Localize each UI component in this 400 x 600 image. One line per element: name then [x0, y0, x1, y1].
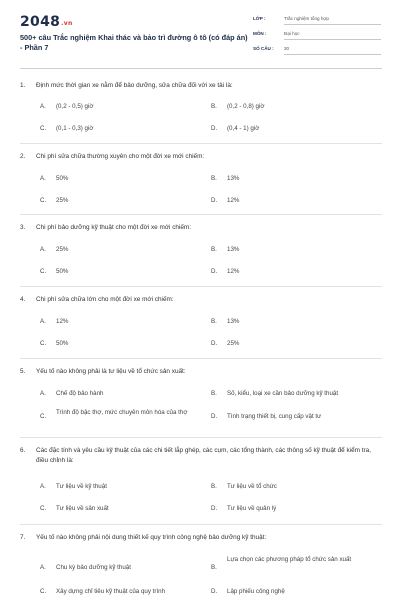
- answer-option[interactable]: [211, 197, 381, 205]
- question-divider: [20, 437, 382, 438]
- option-text: 13%: [227, 318, 240, 325]
- option-letter: A.: [40, 246, 46, 253]
- option-text: 25%: [56, 197, 69, 204]
- answer-option[interactable]: [211, 103, 381, 111]
- option-letter: A.: [40, 483, 46, 490]
- option-letter: D.: [211, 413, 218, 420]
- option-text: 50%: [56, 175, 69, 182]
- answer-option[interactable]: [211, 505, 381, 513]
- option-letter: C.: [40, 588, 47, 595]
- answer-option[interactable]: [40, 246, 190, 254]
- option-text: 12%: [56, 318, 69, 325]
- option-letter: B.: [211, 175, 217, 182]
- option-text: Tình trạng thiết bị, cung cấp vật tư: [227, 413, 322, 420]
- answer-option[interactable]: [211, 390, 381, 398]
- option-text: 12%: [227, 197, 240, 204]
- question-number: 6.: [20, 447, 26, 454]
- answer-option[interactable]: [211, 318, 381, 326]
- question-divider: [20, 214, 382, 215]
- option-letter: A.: [40, 103, 46, 110]
- option-letter: C.: [40, 125, 47, 132]
- option-text: Lập phiếu công nghệ: [227, 588, 285, 595]
- question: [20, 367, 382, 377]
- option-letter: D.: [211, 340, 218, 347]
- option-text: Số, kiểu, loại xe cần bảo dưỡng kỹ thuật: [227, 390, 339, 397]
- option-letter: C.: [40, 197, 47, 204]
- option-text: 50%: [56, 268, 69, 275]
- answer-option[interactable]: [40, 175, 190, 183]
- option-text: Trình độ bậc thợ, mức chuyên môn hóa của thợ: [56, 409, 188, 416]
- option-text: Tư liệu về quản lý: [227, 505, 277, 512]
- answer-option[interactable]: [40, 505, 190, 513]
- question-divider: [20, 358, 382, 359]
- answer-option[interactable]: [40, 340, 190, 348]
- question: [20, 152, 382, 162]
- meta-value: Đại học: [284, 31, 381, 40]
- option-text: (0,1 - 0,3) giờ: [56, 125, 94, 132]
- option-text: Chu kỳ bảo dưỡng kỹ thuật: [56, 564, 131, 571]
- option-letter: B.: [211, 390, 217, 397]
- option-text: 13%: [227, 175, 240, 182]
- question-divider: [20, 143, 382, 144]
- answer-option[interactable]: [40, 588, 210, 596]
- option-text: (0,2 - 0,5) giờ: [56, 103, 94, 110]
- option-letter: B.: [211, 483, 217, 490]
- question: [20, 533, 382, 543]
- meta-key: SỐ CÂU :: [253, 46, 274, 52]
- question-divider: [20, 286, 382, 287]
- answer-option[interactable]: [211, 125, 381, 133]
- question: [20, 446, 382, 466]
- answer-option[interactable]: [211, 268, 381, 276]
- option-letter: D.: [211, 197, 218, 204]
- logo-suffix: .vn: [61, 20, 73, 27]
- answer-option[interactable]: [40, 483, 190, 491]
- option-letter: C.: [40, 413, 47, 420]
- question-number: 4.: [20, 296, 26, 303]
- option-text: 25%: [56, 246, 69, 253]
- option-letter: A.: [40, 564, 46, 571]
- question-text: Định mức thời gian xe nằm để bảo dưỡng, sửa chữa đối với xe tải là:: [36, 82, 233, 89]
- option-text: Tư liệu về tổ chức: [227, 483, 277, 490]
- question-number: 2.: [20, 153, 26, 160]
- meta-key: MÔN :: [253, 31, 267, 37]
- answer-option[interactable]: [40, 125, 190, 133]
- option-letter: D.: [211, 588, 218, 595]
- answer-option[interactable]: [211, 246, 381, 254]
- option-letter: D.: [211, 268, 218, 275]
- question-number: 7.: [20, 534, 26, 541]
- logo-text: 2048: [20, 14, 61, 30]
- question-number: 1.: [20, 82, 26, 89]
- question-text: Chi phí sửa chữa lớn cho một đời xe mới chiếm:: [36, 296, 174, 303]
- question: [20, 223, 382, 233]
- question: [20, 295, 382, 305]
- option-text: Chế độ bảo hành: [56, 390, 104, 397]
- answer-option[interactable]: [40, 564, 190, 572]
- option-text: (0,2 - 0,8) giờ: [227, 103, 265, 110]
- option-letter: B.: [211, 564, 217, 571]
- option-letter: D.: [211, 505, 218, 512]
- answer-option[interactable]: [211, 588, 381, 596]
- answer-option[interactable]: [40, 197, 190, 205]
- answer-option[interactable]: [40, 103, 190, 111]
- option-text: Lựa chọn các phương pháp tổ chức sản xuất: [227, 556, 352, 563]
- page-title: 500+ câu Trắc nghiệm Khai thác và bảo trì đường ô tô (có đáp án) - Phần 7: [20, 33, 248, 52]
- answer-option[interactable]: [211, 340, 381, 348]
- option-text: Tư liệu về kỹ thuật: [56, 483, 107, 490]
- answer-option[interactable]: [211, 175, 381, 183]
- option-text: 50%: [56, 340, 69, 347]
- option-text: Tư liệu về sản xuất: [56, 505, 109, 512]
- question-text: Các đặc tính và yêu cầu kỹ thuật của các chi tiết lắp ghép, các cụm, các tổng thành, các thông số kỹ thuật để kiểm tra, điều chỉnh là:: [36, 447, 371, 464]
- option-letter: B.: [211, 246, 217, 253]
- option-letter: B.: [211, 318, 217, 325]
- answer-option[interactable]: [40, 268, 190, 276]
- question-text: Chi phí bảo dưỡng kỹ thuật cho một đời xe mới chiếm:: [36, 224, 192, 231]
- option-letter: D.: [211, 125, 218, 132]
- option-letter: C.: [40, 505, 47, 512]
- option-letter: A.: [40, 318, 46, 325]
- answer-option[interactable]: [40, 409, 200, 420]
- question-text: Yếu tố nào không phải nội dung thiết kế quy trình công nghệ bảo dưỡng kỹ thuật:: [36, 534, 267, 541]
- question-number: 5.: [20, 368, 26, 375]
- option-letter: C.: [40, 340, 47, 347]
- answer-option[interactable]: [211, 556, 381, 571]
- option-letter: A.: [40, 175, 46, 182]
- question: [20, 81, 382, 91]
- answer-option[interactable]: [211, 483, 381, 491]
- question-divider: [20, 524, 382, 525]
- option-text: 25%: [227, 340, 240, 347]
- option-letter: C.: [40, 268, 47, 275]
- question-text: Chi phí sửa chữa thường xuyên cho một đời xe mới chiếm:: [36, 153, 205, 160]
- option-text: Xây dựng chỉ tiêu kỹ thuật của quy trình: [56, 588, 166, 595]
- meta-value: Trắc nghiệm tổng hợp: [284, 16, 381, 25]
- question-number: 3.: [20, 224, 26, 231]
- meta-value: 30: [284, 46, 381, 55]
- option-text: (0,4 - 1) giờ: [227, 125, 260, 132]
- answer-option[interactable]: [40, 390, 190, 398]
- option-text: 13%: [227, 246, 240, 253]
- answer-option[interactable]: [40, 318, 190, 326]
- meta-key: LỚP :: [253, 16, 266, 21]
- option-text: 12%: [227, 268, 240, 275]
- option-letter: B.: [211, 103, 217, 110]
- answer-option[interactable]: [211, 413, 381, 421]
- option-letter: A.: [40, 390, 46, 397]
- question-text: Yếu tố nào không phải là tư liệu về tổ chức sản xuất:: [36, 368, 186, 375]
